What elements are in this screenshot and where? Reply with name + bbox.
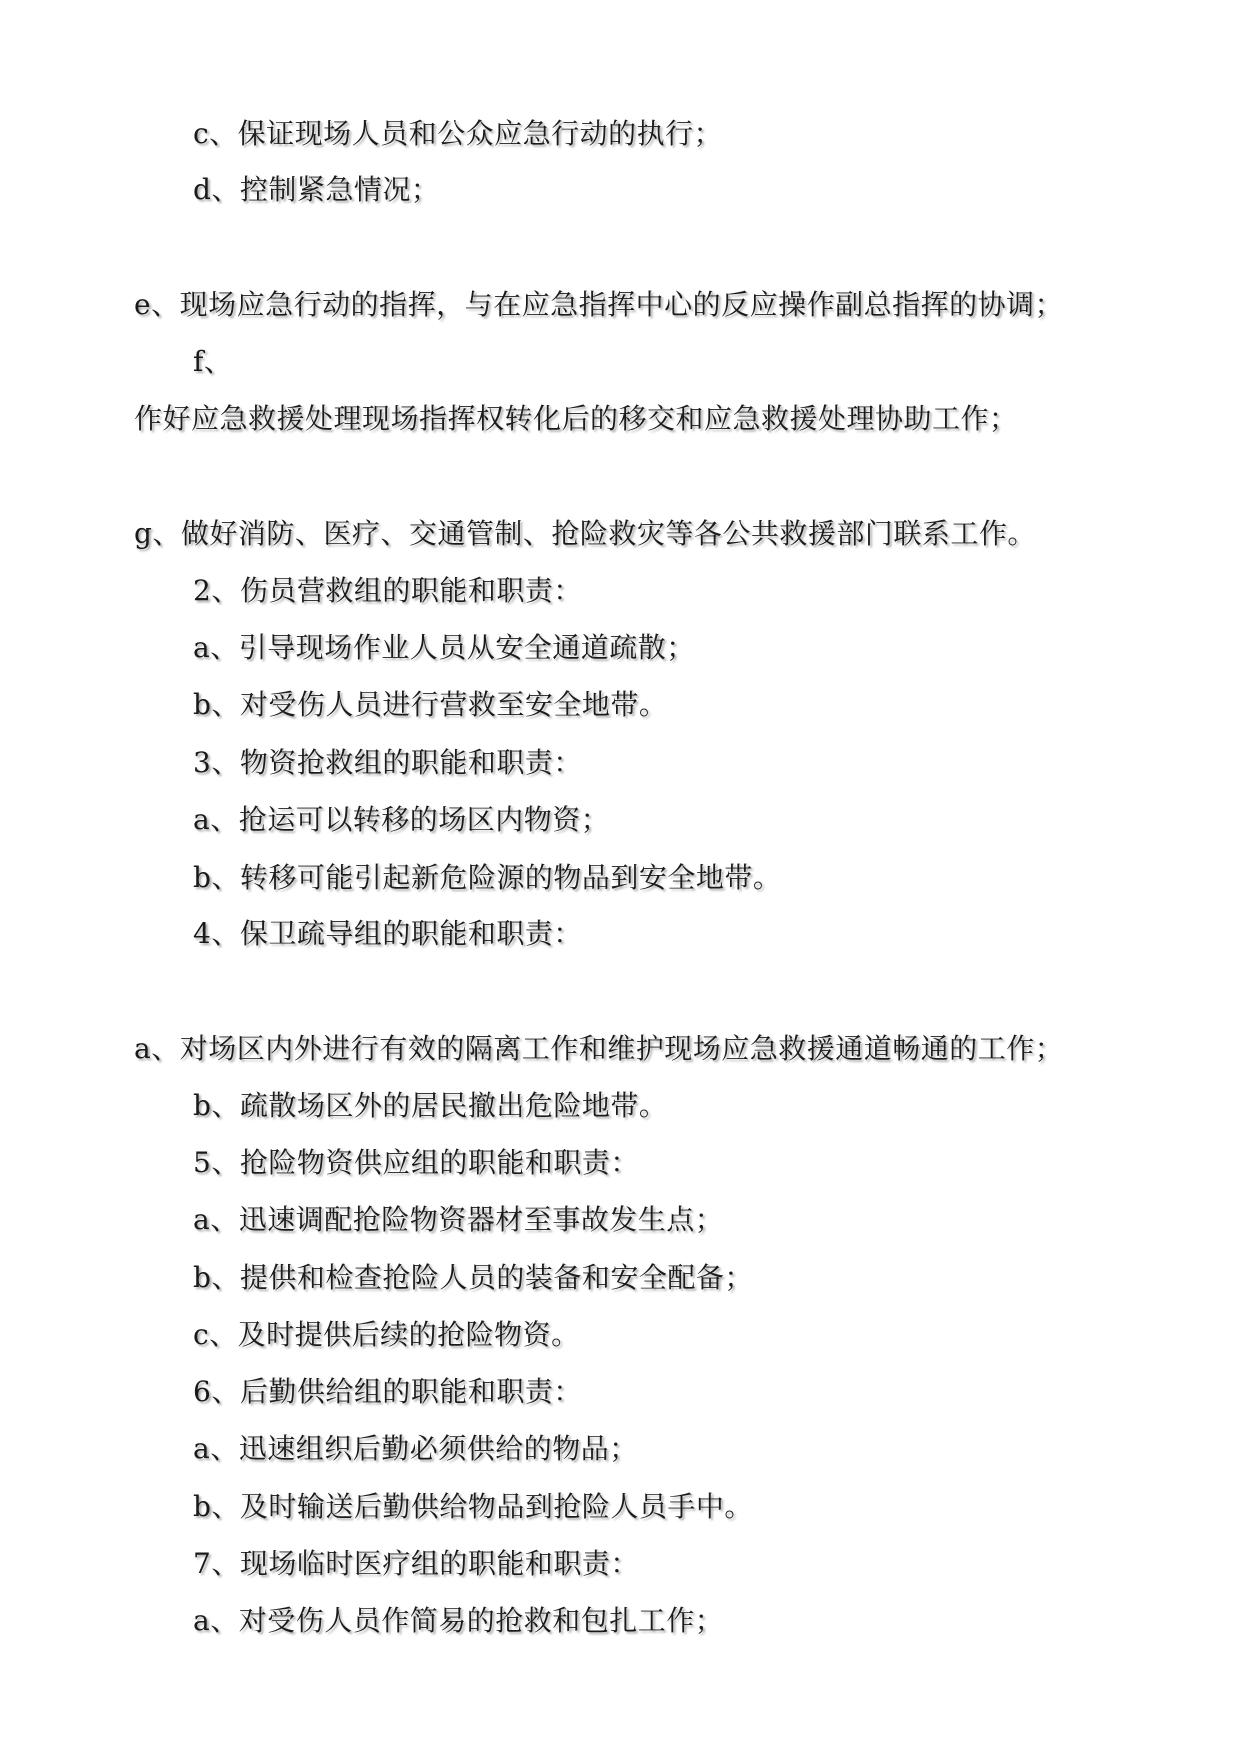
text-line: a、引导现场作业人员从安全通道疏散； bbox=[193, 631, 695, 664]
text-line: c、保证现场人员和公众应急行动的执行； bbox=[193, 117, 723, 150]
text-line: a、对受伤人员作简易的抢救和包扎工作； bbox=[193, 1604, 724, 1637]
text-line: b、转移可能引起新危险源的物品到安全地带。 bbox=[193, 861, 782, 894]
text-line: e、现场应急行动的指挥，与在应急指挥中心的反应操作副总指挥的协调； bbox=[134, 288, 1064, 321]
text-line: b、对受伤人员进行营救至安全地带。 bbox=[193, 688, 668, 721]
text-line: 6、后勤供给组的职能和职责： bbox=[193, 1375, 582, 1408]
text-line: d、控制紧急情况； bbox=[193, 173, 440, 206]
text-line: 4、保卫疏导组的职能和职责： bbox=[193, 917, 582, 950]
text-line: f、 bbox=[193, 345, 233, 378]
text-line: g、做好消防、医疗、交通管制、抢险救灾等各公共救援部门联系工作。 bbox=[134, 517, 1036, 550]
text-line: 2、伤员营救组的职能和职责： bbox=[193, 574, 582, 607]
text-line: b、提供和检查抢险人员的装备和安全配备； bbox=[193, 1261, 753, 1294]
text-line: c、及时提供后续的抢险物资。 bbox=[193, 1318, 580, 1351]
text-line: 作好应急救援处理现场指挥权转化后的移交和应急救援处理协助工作； bbox=[134, 402, 1018, 435]
text-line: a、迅速组织后勤必须供给的物品； bbox=[193, 1432, 638, 1465]
text-line: a、迅速调配抢险物资器材至事故发生点； bbox=[193, 1203, 724, 1236]
text-line: 7、现场临时医疗组的职能和职责： bbox=[193, 1547, 639, 1580]
text-line: 5、抢险物资供应组的职能和职责： bbox=[193, 1146, 639, 1179]
text-line: a、对场区内外进行有效的隔离工作和维护现场应急救援通道畅通的工作； bbox=[134, 1032, 1064, 1065]
text-line: a、抢运可以转移的场区内物资； bbox=[193, 803, 610, 836]
text-line: b、疏散场区外的居民撤出危险地带。 bbox=[193, 1089, 668, 1122]
text-line: b、及时输送后勤供给物品到抢险人员手中。 bbox=[193, 1490, 753, 1523]
text-line: 3、物资抢救组的职能和职责： bbox=[193, 746, 582, 779]
